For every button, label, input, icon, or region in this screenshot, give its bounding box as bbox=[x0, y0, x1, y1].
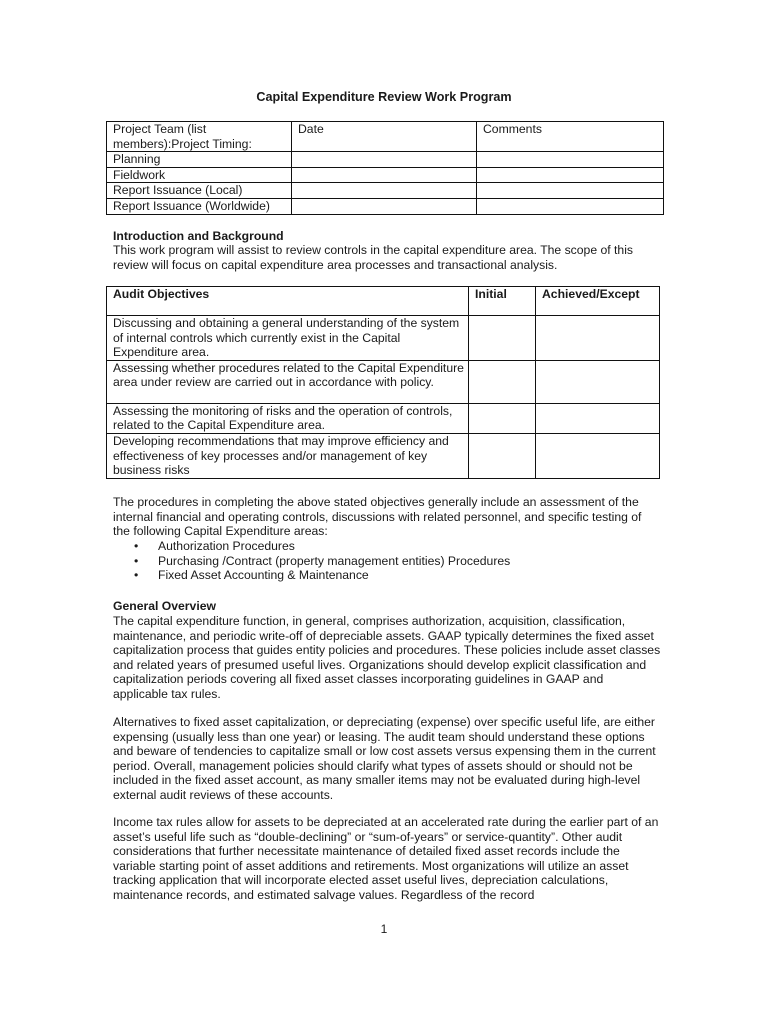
project-timing-table bbox=[106, 121, 664, 215]
achieved-cell bbox=[536, 360, 660, 403]
comments-cell bbox=[477, 198, 664, 214]
audit-objectives-header: Audit Objectives bbox=[107, 287, 469, 316]
list-item: • Purchasing /Contract (property management entities) Procedures bbox=[134, 553, 511, 568]
procedures-paragraph: The procedures in completing the above stated objectives generally include an assessment of the internal financial and operating controls, discussions with related personnel, and specific testing of the following Capital Expenditure areas: bbox=[113, 495, 642, 539]
page-number: 1 bbox=[380, 922, 388, 936]
initial-cell bbox=[469, 316, 536, 361]
table-row bbox=[107, 287, 660, 316]
comments-header: Comments bbox=[477, 122, 664, 152]
table-row bbox=[107, 152, 664, 168]
date-cell bbox=[292, 198, 477, 214]
achieved-cell bbox=[536, 433, 660, 478]
date-cell bbox=[292, 167, 477, 183]
audit-objectives-table bbox=[106, 286, 660, 479]
objective-cell: Assessing whether procedures related to the Capital Expenditure area under review are carried out in accordance with policy. bbox=[107, 360, 469, 403]
comments-cell bbox=[477, 152, 664, 168]
overview-paragraph: Income tax rules allow for assets to be depreciated at an accelerated rate during the earlier part of an asset’s useful life such as “double-declining” or “sum-of-years” or service-quantity”. Other audit considerations that further necessitate maintenance of detailed fixed asset records include the variable starting point of asset additions and retirements. Most organizations will utilize an asset tracking application that will incorporate elected asset useful lives, depreciation calculations, maintenance records, and estimated salvage values. Regardless of the record bbox=[113, 815, 659, 902]
achieved-cell bbox=[536, 403, 660, 433]
table-row bbox=[107, 433, 660, 478]
date-cell bbox=[292, 152, 477, 168]
objective-cell: Assessing the monitoring of risks and the operation of controls, related to the Capital Expenditure area. bbox=[107, 403, 469, 433]
initial-cell bbox=[469, 360, 536, 403]
objective-cell: Developing recommendations that may improve efficiency and effectiveness of key processes and/or management of key business risks bbox=[107, 433, 469, 478]
date-header: Date bbox=[292, 122, 477, 152]
timing-row-label: Fieldwork bbox=[107, 167, 292, 183]
initial-cell bbox=[469, 403, 536, 433]
timing-row-label: Report Issuance (Worldwide) bbox=[107, 198, 292, 214]
timing-row-label: Planning bbox=[107, 152, 292, 168]
overview-paragraph: The capital expenditure function, in general, comprises authorization, acquisition, classification, maintenance, and periodic write-off of depreciable assets. GAAP typically determines the fixed asset capitalization process that guides entity policies and procedures. These policies include asset classes and related years of presumed useful lives. Organizations should develop explicit classification and capitalization periods covering all fixed asset classes incorporating guidelines in GAAP and applicable tax rules. bbox=[113, 614, 661, 701]
initial-cell bbox=[469, 433, 536, 478]
table-row bbox=[107, 403, 660, 433]
initial-header: Initial bbox=[469, 287, 536, 316]
achieved-cell bbox=[536, 316, 660, 361]
timing-row-label: Report Issuance (Local) bbox=[107, 183, 292, 199]
list-item: • Fixed Asset Accounting & Maintenance bbox=[134, 568, 369, 583]
project-team-header: Project Team (list members):Project Timing: bbox=[107, 122, 292, 152]
procedures-list bbox=[113, 539, 661, 583]
bullet-icon: • bbox=[134, 568, 139, 583]
intro-heading: Introduction and Background bbox=[113, 229, 284, 243]
objective-cell: Discussing and obtaining a general understanding of the system of internal controls which currently exist in the Capital Expenditure area. bbox=[107, 316, 469, 361]
achieved-header: Achieved/Except bbox=[536, 287, 660, 316]
table-row bbox=[107, 122, 664, 152]
list-item: • Authorization Procedures bbox=[134, 539, 295, 553]
overview-heading: General Overview bbox=[113, 599, 216, 613]
table-row bbox=[107, 183, 664, 199]
page-title: Capital Expenditure Review Work Program bbox=[256, 90, 512, 104]
table-row bbox=[107, 316, 660, 361]
bullet-icon: • bbox=[134, 539, 139, 553]
table-row bbox=[107, 198, 664, 214]
date-cell bbox=[292, 183, 477, 199]
overview-paragraph: Alternatives to fixed asset capitalization, or depreciating (expense) over specific useful life, are either expensing (usually less than one year) or leasing. The audit team should understand these options and beware of tendencies to capitalize small or low cost assets versus expensing them in the current period. Overall, management policies should clarify what types of assets should or should not be included in the fixed asset account, as many smaller items may not be evaluated during high-level external audit reviews of these accounts. bbox=[113, 715, 656, 802]
intro-paragraph: This work program will assist to review controls in the capital expenditure area. The scope of this review will focus on capital expenditure area processes and transactional analysis. bbox=[113, 243, 634, 272]
table-row bbox=[107, 167, 664, 183]
bullet-icon: • bbox=[134, 553, 139, 568]
comments-cell bbox=[477, 167, 664, 183]
table-row bbox=[107, 360, 660, 403]
comments-cell bbox=[477, 183, 664, 199]
